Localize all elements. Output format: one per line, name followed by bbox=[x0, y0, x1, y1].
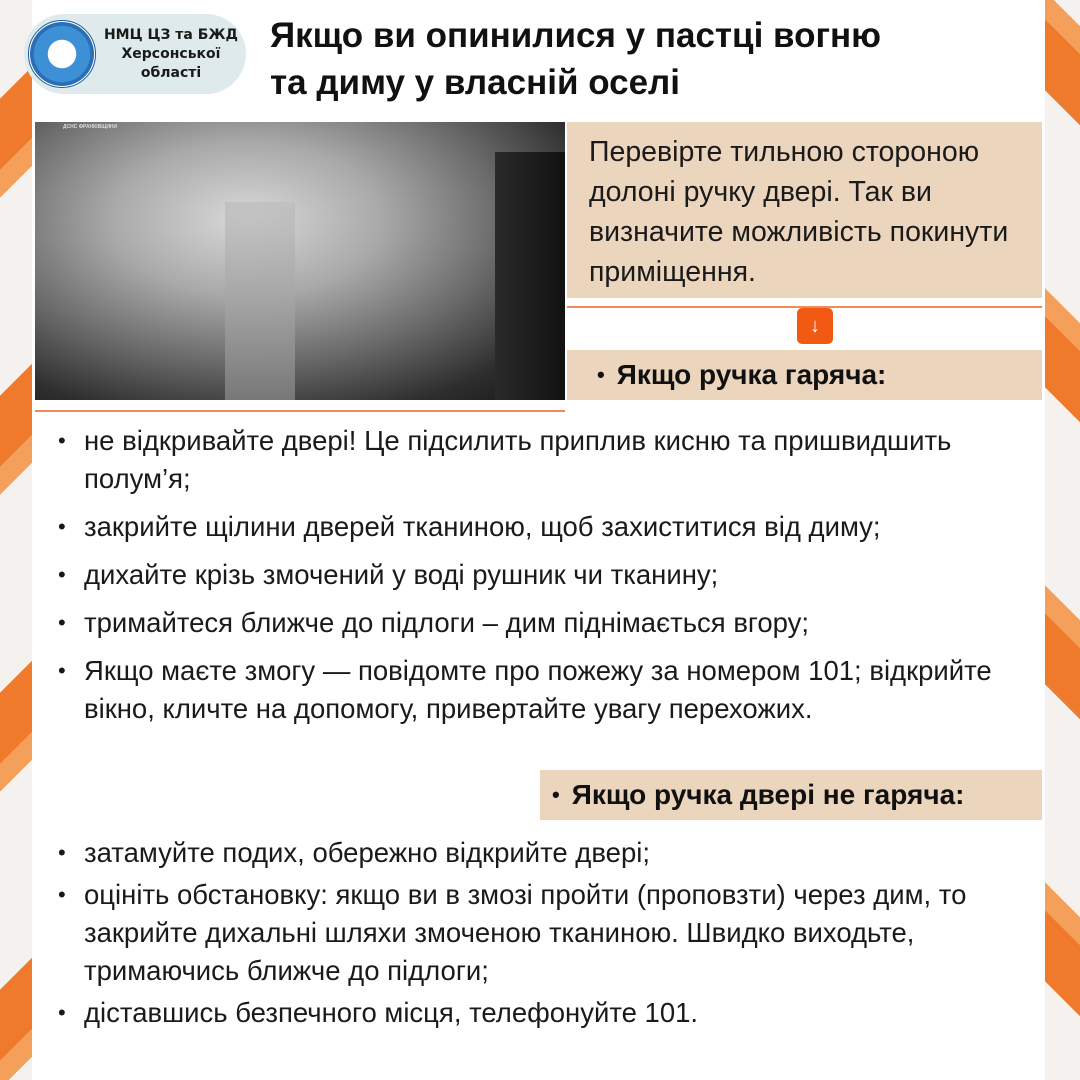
photo-caption: ДСНС ФРАНКІВЩИНИ bbox=[63, 124, 118, 130]
cold-handle-list bbox=[58, 834, 1038, 1036]
list-item: • затамуйте подих, обережно відкрийте двері; bbox=[58, 834, 1038, 872]
instruction-box: Перевірте тильною стороною долоні ручку двері. Так ви визначите можливість покинути приміщення. bbox=[567, 122, 1042, 298]
cold-handle-heading: • Якщо ручка двері не гаряча: bbox=[540, 770, 1042, 820]
list-item: • оцініть обстановку: якщо ви в змозі пройти (проповзти) через дим, то закрийте дихальні шляхи змоченою тканиною. Швидко виходьте, тримаючись ближче до підлоги; bbox=[58, 876, 1023, 990]
left-stripe-border bbox=[0, 0, 32, 1080]
organization-logo bbox=[24, 14, 246, 94]
hot-handle-heading: • Якщо ручка гаряча: bbox=[567, 350, 1042, 400]
page-title: Якщо ви опинилися у пастці вогню та диму у власній оселі bbox=[270, 16, 882, 102]
list-item: • тримайтеся ближче до підлоги – дим піднімається вгору; bbox=[58, 604, 1038, 642]
photo-wall bbox=[495, 152, 565, 400]
list-item: • закрийте щілини дверей тканиною, щоб захиститися від диму; bbox=[58, 508, 1038, 546]
fire-smoke-photo bbox=[35, 122, 565, 400]
right-stripe-border bbox=[1045, 0, 1080, 1080]
logo-text: НМЦ ЦЗ та БЖД Херсонської області bbox=[103, 26, 239, 81]
emblem-icon bbox=[28, 20, 96, 88]
list-item: • не відкривайте двері! Це підсилить приплив кисню та пришвидшить полум’я; bbox=[58, 422, 1038, 498]
photo-doorway bbox=[225, 202, 295, 400]
list-item: • дихайте крізь змочений у воді рушник чи тканину; bbox=[58, 556, 1038, 594]
bullet-icon: • bbox=[597, 362, 605, 387]
list-item: • діставшись безпечного місця, телефонуйте 101. bbox=[58, 994, 1038, 1032]
hot-handle-list bbox=[58, 422, 1038, 738]
list-item: • Якщо маєте змогу — повідомте про пожежу за номером 101; відкрийте вікно, кличте на допомогу, привертайте увагу перехожих. bbox=[58, 652, 1018, 728]
arrow-down-icon: ↓ bbox=[797, 308, 833, 344]
divider bbox=[35, 410, 565, 412]
bullet-icon: • bbox=[552, 782, 560, 807]
